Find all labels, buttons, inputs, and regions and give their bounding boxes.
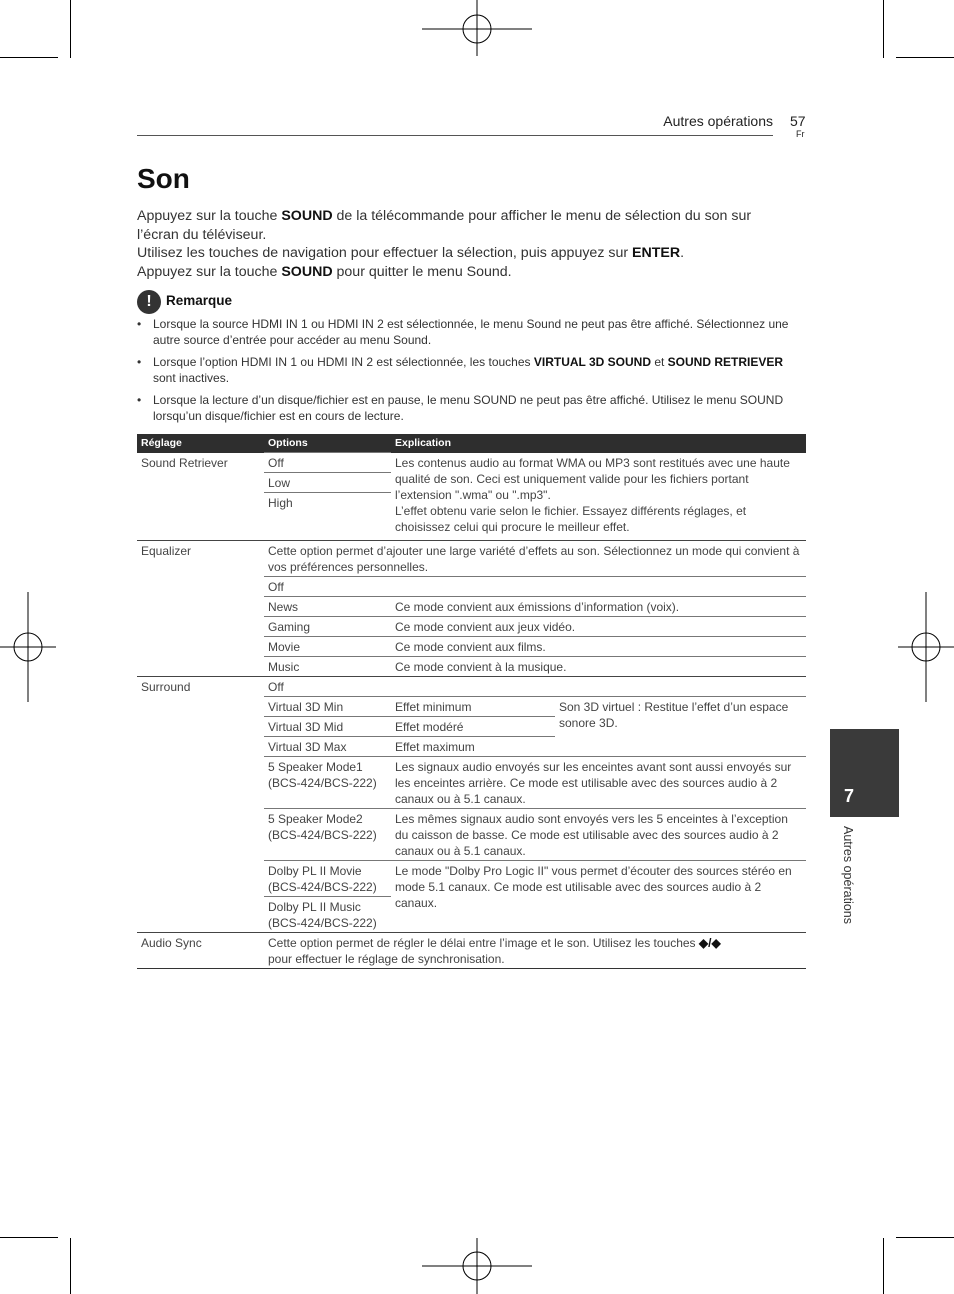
intro-line-3 bbox=[137, 244, 807, 263]
crop-mark bbox=[883, 1238, 884, 1294]
virtual-3d-note: Son 3D virtuel : Restitue l’effet d’un espace sonore 3D. bbox=[555, 697, 806, 757]
explanation-cell bbox=[264, 933, 806, 969]
language-code: Fr bbox=[796, 129, 805, 139]
option-model: (BCS-424/BCS-222) bbox=[268, 880, 377, 894]
intro-text: Appuyez sur la touche bbox=[137, 263, 282, 280]
explanation-text: Les contenus audio au format WMA ou MP3 sont restitués avec une haute qualité de son. Ceci est uniquement valide pour les fichiers portant l’extension ".wma" ou ".mp3". bbox=[395, 455, 790, 502]
key-sound: SOUND bbox=[281, 263, 333, 280]
table-row bbox=[137, 453, 806, 473]
chapter-side-label bbox=[838, 826, 858, 940]
note-text-part: sont inactives. bbox=[153, 371, 230, 385]
option-cell: Gaming bbox=[264, 617, 391, 637]
intro-paragraph bbox=[137, 207, 807, 281]
note-text: Lorsque la source HDMI IN 1 ou HDMI IN 2 est sélectionnée, le menu Sound ne peut pas être affiché. Sélectionnez une autre source d’entrée pour accéder au menu Sound. bbox=[153, 317, 789, 347]
crop-mark bbox=[70, 1238, 71, 1294]
option-cell: Off bbox=[264, 453, 391, 473]
registration-mark-left bbox=[0, 590, 58, 704]
option-cell bbox=[264, 809, 391, 861]
bullet-icon: • bbox=[137, 317, 142, 331]
table-row bbox=[137, 677, 806, 697]
explanation-text: Cette option permet de régler le délai entre l’image et le son. Utilisez les touches bbox=[268, 936, 699, 950]
option-cell: Virtual 3D Max bbox=[264, 737, 391, 757]
table-row bbox=[137, 933, 806, 969]
setting-surround: Surround bbox=[137, 677, 264, 933]
note-text: Lorsque la lecture d’un disque/fichier est en pause, le menu SOUND ne peut pas être affiché. Utilisez le menu SOUND lorsqu’un disque/fichier est en cours de lecture. bbox=[153, 393, 784, 423]
explanation-cell: Le mode "Dolby Pro Logic II" vous permet d’écouter des sources stéréo en mode 5.1 canaux. Ce mode est utilisable avec des sources audio à 2 canaux. bbox=[391, 861, 806, 933]
intro-text: pour quitter le menu Sound. bbox=[332, 263, 512, 280]
setting-sound-retriever: Sound Retriever bbox=[141, 455, 228, 470]
note-title: Remarque bbox=[166, 293, 233, 308]
crop-mark bbox=[896, 1237, 954, 1238]
crop-mark bbox=[0, 57, 58, 58]
page-number: 57 bbox=[790, 113, 806, 129]
option-name: Dolby PL II Music bbox=[268, 900, 361, 914]
explanation-text: pour effectuer le réglage de synchronisation. bbox=[268, 952, 505, 966]
table-row bbox=[137, 541, 806, 577]
table-header-row bbox=[137, 434, 806, 453]
option-model: (BCS-424/BCS-222) bbox=[268, 828, 377, 842]
registration-mark-bottom bbox=[420, 1238, 534, 1294]
option-cell: Off bbox=[264, 577, 391, 597]
chapter-number: 7 bbox=[844, 786, 855, 806]
explanation-cell: Effet minimum bbox=[391, 697, 555, 717]
option-cell: Virtual 3D Min bbox=[264, 697, 391, 717]
intro-line-1 bbox=[137, 207, 807, 226]
option-cell: News bbox=[264, 597, 391, 617]
explanation-cell bbox=[391, 577, 806, 597]
option-cell bbox=[264, 861, 391, 897]
option-name: 5 Speaker Mode2 bbox=[268, 812, 363, 826]
warning-icon: ! bbox=[137, 290, 161, 314]
setting-equalizer: Equalizer bbox=[137, 541, 264, 677]
col-header-explanation: Explication bbox=[391, 434, 806, 453]
note-text-part: et bbox=[650, 355, 668, 369]
option-model: (BCS-424/BCS-222) bbox=[268, 776, 377, 790]
option-cell: Movie bbox=[264, 637, 391, 657]
setting-audio-sync: Audio Sync bbox=[137, 933, 264, 969]
explanation-cell: Ce mode convient aux jeux vidéo. bbox=[391, 617, 806, 637]
key-sound: SOUND bbox=[281, 208, 333, 224]
explanation-cell: Effet modéré bbox=[391, 717, 555, 737]
option-cell bbox=[264, 897, 391, 933]
explanation-cell: Ce mode convient aux émissions d’information (voix). bbox=[391, 597, 806, 617]
intro-line-4 bbox=[137, 263, 807, 282]
left-right-arrow-icon: ◆/◆ bbox=[698, 936, 721, 950]
col-header-setting: Réglage bbox=[137, 434, 264, 453]
bullet-icon: • bbox=[137, 393, 142, 407]
option-cell bbox=[264, 757, 391, 809]
crop-mark bbox=[70, 0, 71, 58]
option-name: 5 Speaker Mode1 bbox=[268, 760, 363, 774]
intro-text: Utilisez les touches de navigation pour effectuer la sélection, puis appuyez sur bbox=[137, 245, 633, 262]
audio-sync-line-1 bbox=[268, 935, 802, 951]
key-sound-retriever: SOUND RETRIEVER bbox=[667, 355, 784, 369]
explanation-cell: Ce mode convient aux films. bbox=[391, 637, 806, 657]
crop-mark bbox=[0, 1237, 58, 1238]
option-cell: High bbox=[264, 493, 391, 541]
explanation-cell: Cette option permet d’ajouter une large variété d’effets au son. Sélectionnez un mode qui convient à vos préférences personnelles. bbox=[264, 541, 806, 577]
registration-mark-top bbox=[420, 0, 534, 58]
option-name: Dolby PL II Movie bbox=[268, 864, 362, 878]
intro-text: . bbox=[680, 245, 685, 262]
note-text-part: Lorsque l’option HDMI IN 1 ou HDMI IN 2 est sélectionnée, les touches bbox=[153, 355, 534, 369]
crop-mark bbox=[896, 57, 954, 58]
option-cell: Music bbox=[264, 657, 391, 677]
running-header-section: Autres opérations bbox=[663, 113, 773, 129]
settings-table bbox=[137, 434, 806, 969]
intro-text: de la télécommande pour afficher le menu de sélection du son sur bbox=[332, 208, 752, 224]
explanation-cell: Les signaux audio envoyés sur les enceintes avant sont aussi envoyés sur les enceintes arrière. Ce mode est utilisable avec des sources audio à 2 canaux ou à 5.1 canaux. bbox=[391, 757, 806, 809]
explanation-cell: Les mêmes signaux audio sont envoyés vers les 5 enceintes à l’exception du caisson de basse. Ce mode est utilisable avec des sources audio à 2 canaux ou à 5.1 canaux. bbox=[391, 809, 806, 861]
intro-text: Appuyez sur la touche bbox=[137, 208, 282, 224]
registration-mark-right bbox=[896, 590, 954, 704]
explanation-text: L’effet obtenu varie selon le fichier. Essayez différents réglages, et choisissez celui qui procure le meilleur effet. bbox=[395, 503, 747, 534]
explanation-cell: Effet maximum bbox=[391, 737, 555, 757]
chapter-label-text: Autres opérations bbox=[841, 826, 855, 924]
note-text bbox=[153, 354, 805, 386]
key-virtual-3d-sound: VIRTUAL 3D SOUND bbox=[533, 355, 651, 369]
option-model: (BCS-424/BCS-222) bbox=[268, 916, 377, 930]
option-cell: Off bbox=[264, 677, 806, 697]
explanation-cell: Ce mode convient à la musique. bbox=[391, 657, 806, 677]
col-header-options: Options bbox=[264, 434, 391, 453]
intro-line-2: l’écran du téléviseur. bbox=[137, 226, 267, 243]
key-enter: ENTER bbox=[632, 245, 681, 262]
chapter-tab bbox=[830, 729, 899, 817]
header-rule bbox=[137, 135, 773, 136]
bullet-icon: • bbox=[137, 355, 142, 369]
page-title: Son bbox=[137, 163, 190, 194]
option-cell: Virtual 3D Mid bbox=[264, 717, 391, 737]
option-cell: Low bbox=[264, 473, 391, 493]
explanation-cell bbox=[391, 453, 806, 541]
crop-mark bbox=[883, 0, 884, 58]
